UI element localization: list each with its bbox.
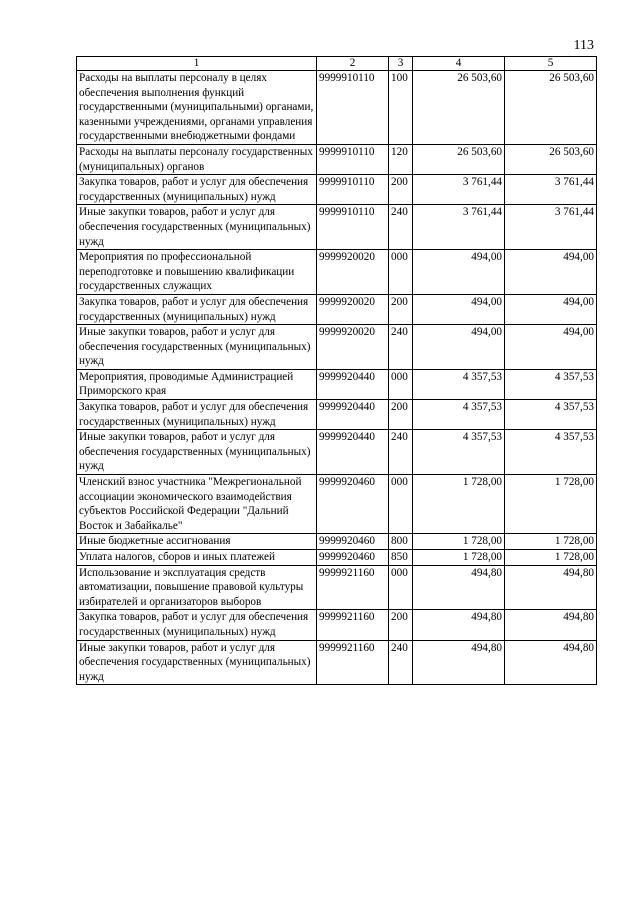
row-name-cell: Иные закупки товаров, работ и услуг для обеспечения государственных (муниципальных) нужд <box>77 205 317 250</box>
row-sum-2-cell: 3 761,44 <box>505 205 597 250</box>
row-sum-1-cell: 494,80 <box>413 565 505 610</box>
row-name-cell: Закупка товаров, работ и услуг для обеспечения государственных (муниципальных) нужд <box>77 610 317 640</box>
row-name-cell: Членский взнос участника "Межрегиональной ассоциации экономического взаимодействия субъектов Российской Федерации "Дальний Восток и Забайкалье" <box>77 475 317 534</box>
row-vr-cell: 000 <box>389 369 413 399</box>
row-vr-cell: 000 <box>389 565 413 610</box>
row-code-cell: 9999920460 <box>317 475 389 534</box>
row-sum-1-cell: 494,00 <box>413 250 505 295</box>
budget-table <box>76 56 597 685</box>
row-code-cell: 9999920020 <box>317 250 389 295</box>
table-row <box>77 205 597 250</box>
row-vr-cell: 100 <box>389 71 413 145</box>
row-sum-1-cell: 4 357,53 <box>413 430 505 475</box>
row-sum-1-cell: 1 728,00 <box>413 550 505 566</box>
row-sum-2-cell: 26 503,60 <box>505 71 597 145</box>
row-name-cell: Мероприятия, проводимые Администрацией Приморского края <box>77 369 317 399</box>
header-col-2: 2 <box>317 57 389 71</box>
row-sum-2-cell: 494,00 <box>505 294 597 324</box>
row-vr-cell: 240 <box>389 325 413 370</box>
table-header <box>77 57 597 71</box>
row-vr-cell: 200 <box>389 400 413 430</box>
row-vr-cell: 200 <box>389 610 413 640</box>
table-body <box>77 71 597 685</box>
row-sum-1-cell: 3 761,44 <box>413 205 505 250</box>
table-row <box>77 430 597 475</box>
row-name-cell: Закупка товаров, работ и услуг для обеспечения государственных (муниципальных) нужд <box>77 400 317 430</box>
row-vr-cell: 800 <box>389 534 413 550</box>
row-vr-cell: 000 <box>389 250 413 295</box>
row-name-cell: Иные закупки товаров, работ и услуг для обеспечения государственных (муниципальных) нужд <box>77 430 317 475</box>
row-code-cell: 9999910110 <box>317 205 389 250</box>
table-row <box>77 550 597 566</box>
row-sum-1-cell: 494,00 <box>413 294 505 324</box>
row-sum-2-cell: 26 503,60 <box>505 144 597 174</box>
row-sum-1-cell: 4 357,53 <box>413 400 505 430</box>
row-code-cell: 9999921160 <box>317 640 389 685</box>
row-code-cell: 9999921160 <box>317 565 389 610</box>
row-name-cell: Уплата налогов, сборов и иных платежей <box>77 550 317 566</box>
row-code-cell: 9999920440 <box>317 430 389 475</box>
row-vr-cell: 120 <box>389 144 413 174</box>
row-sum-1-cell: 4 357,53 <box>413 369 505 399</box>
row-sum-2-cell: 4 357,53 <box>505 369 597 399</box>
row-code-cell: 9999920460 <box>317 550 389 566</box>
row-code-cell: 9999910110 <box>317 71 389 145</box>
page-number: 113 <box>573 38 594 53</box>
row-sum-2-cell: 4 357,53 <box>505 400 597 430</box>
row-sum-1-cell: 494,80 <box>413 610 505 640</box>
row-sum-1-cell: 1 728,00 <box>413 534 505 550</box>
table-row <box>77 610 597 640</box>
row-code-cell: 9999920020 <box>317 294 389 324</box>
row-vr-cell: 240 <box>389 205 413 250</box>
row-name-cell: Использование и эксплуатация средств автоматизации, повышение правовой культуры избирателей и организаторов выборов <box>77 565 317 610</box>
table-row <box>77 475 597 534</box>
row-name-cell: Иные закупки товаров, работ и услуг для обеспечения государственных (муниципальных) нужд <box>77 640 317 685</box>
row-vr-cell: 240 <box>389 640 413 685</box>
table-row <box>77 250 597 295</box>
row-sum-2-cell: 494,80 <box>505 640 597 685</box>
row-sum-1-cell: 26 503,60 <box>413 144 505 174</box>
row-sum-1-cell: 494,00 <box>413 325 505 370</box>
row-code-cell: 9999910110 <box>317 175 389 205</box>
table-row <box>77 369 597 399</box>
row-name-cell: Расходы на выплаты персоналу государственных (муниципальных) органов <box>77 144 317 174</box>
row-sum-2-cell: 494,00 <box>505 325 597 370</box>
row-code-cell: 9999920440 <box>317 400 389 430</box>
header-col-3: 3 <box>389 57 413 71</box>
row-sum-2-cell: 494,80 <box>505 565 597 610</box>
row-vr-cell: 240 <box>389 430 413 475</box>
row-code-cell: 9999920020 <box>317 325 389 370</box>
row-code-cell: 9999921160 <box>317 610 389 640</box>
table-row <box>77 144 597 174</box>
row-sum-2-cell: 494,80 <box>505 610 597 640</box>
table-row <box>77 400 597 430</box>
row-vr-cell: 850 <box>389 550 413 566</box>
header-col-5: 5 <box>505 57 597 71</box>
row-sum-2-cell: 494,00 <box>505 250 597 295</box>
row-sum-1-cell: 26 503,60 <box>413 71 505 145</box>
table-row <box>77 175 597 205</box>
row-name-cell: Расходы на выплаты персоналу в целях обеспечения выполнения функций государственными (муниципальными) органами, казенными учреждениями, органами управления государственными внебюджетными фондами <box>77 71 317 145</box>
table-row <box>77 294 597 324</box>
row-name-cell: Иные закупки товаров, работ и услуг для обеспечения государственных (муниципальных) нужд <box>77 325 317 370</box>
row-name-cell: Мероприятия по профессиональной переподготовке и повышению квалификации государственных служащих <box>77 250 317 295</box>
row-name-cell: Закупка товаров, работ и услуг для обеспечения государственных (муниципальных) нужд <box>77 175 317 205</box>
table-row <box>77 565 597 610</box>
table-row <box>77 534 597 550</box>
table-row <box>77 71 597 145</box>
header-col-4: 4 <box>413 57 505 71</box>
row-vr-cell: 200 <box>389 294 413 324</box>
row-name-cell: Иные бюджетные ассигнования <box>77 534 317 550</box>
row-code-cell: 9999910110 <box>317 144 389 174</box>
table-row <box>77 640 597 685</box>
row-vr-cell: 200 <box>389 175 413 205</box>
table-row <box>77 325 597 370</box>
row-sum-2-cell: 4 357,53 <box>505 430 597 475</box>
row-vr-cell: 000 <box>389 475 413 534</box>
row-sum-2-cell: 1 728,00 <box>505 475 597 534</box>
row-sum-2-cell: 1 728,00 <box>505 534 597 550</box>
row-sum-1-cell: 3 761,44 <box>413 175 505 205</box>
row-name-cell: Закупка товаров, работ и услуг для обеспечения государственных (муниципальных) нужд <box>77 294 317 324</box>
row-sum-2-cell: 3 761,44 <box>505 175 597 205</box>
header-col-1: 1 <box>77 57 317 71</box>
row-sum-2-cell: 1 728,00 <box>505 550 597 566</box>
row-sum-1-cell: 494,80 <box>413 640 505 685</box>
row-code-cell: 9999920440 <box>317 369 389 399</box>
row-sum-1-cell: 1 728,00 <box>413 475 505 534</box>
header-row <box>77 57 597 71</box>
row-code-cell: 9999920460 <box>317 534 389 550</box>
